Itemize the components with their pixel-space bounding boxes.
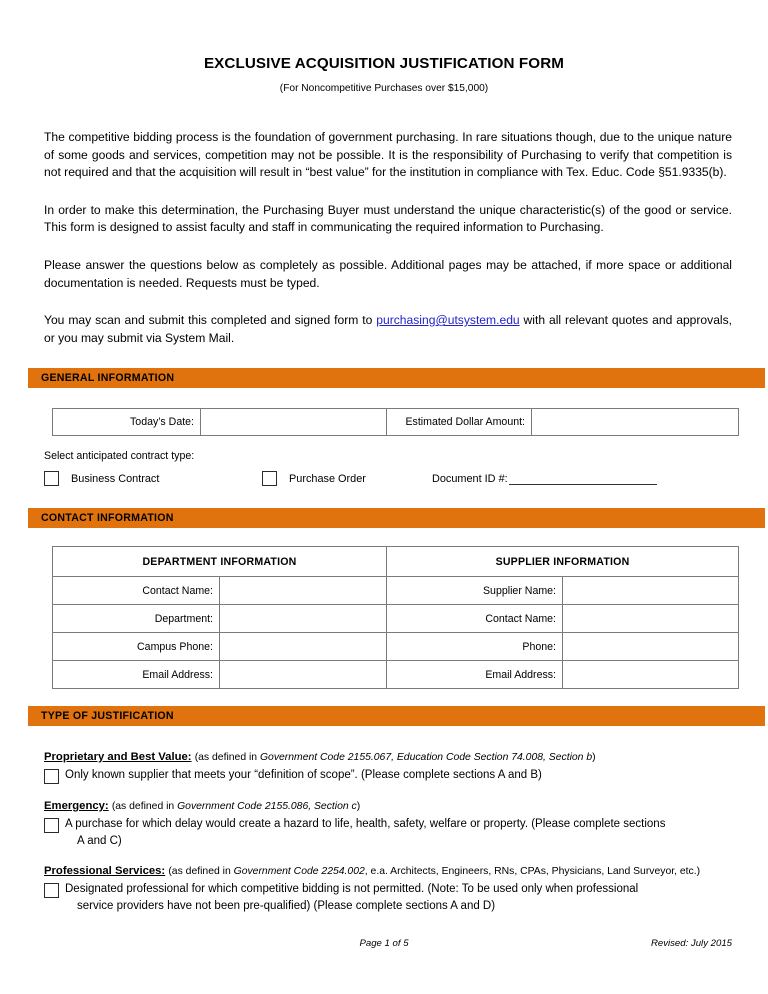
citation-prefix: (as defined in: [111, 801, 178, 812]
section-header-type-of-justification: TYPE OF JUSTIFICATION: [28, 706, 765, 726]
checkbox-icon[interactable]: [44, 883, 59, 898]
dept-department-label: Department:: [53, 605, 220, 633]
supplier-name-label: Supplier Name:: [387, 577, 563, 605]
table-row: [53, 605, 739, 633]
page-title: EXCLUSIVE ACQUISITION JUSTIFICATION FORM: [203, 55, 565, 72]
justification-description-line-1: Designated professional for which competitive bidding is not permitted. (Note: To be used only when professional: [65, 883, 639, 895]
table-row: [53, 577, 739, 605]
dept-campus-phone-input[interactable]: [220, 633, 387, 661]
dept-department-input[interactable]: [220, 605, 387, 633]
supplier-contact-name-input[interactable]: [563, 605, 739, 633]
general-information-table: [52, 408, 739, 436]
document-id-field[interactable]: [432, 473, 657, 485]
purchase-order-option[interactable]: [262, 471, 432, 486]
checkbox-icon[interactable]: [44, 471, 59, 486]
citation-reference: Government Code 2254.002: [233, 866, 365, 877]
page-subtitle: (For Noncompetitive Purchases over $15,000): [279, 82, 489, 94]
justification-description-line-1: Only known supplier that meets your “definition of scope”. (Please complete sections A and B): [65, 769, 542, 781]
estimated-dollar-amount-label: Estimated Dollar Amount:: [387, 409, 532, 436]
business-contract-label: Business Contract: [71, 472, 160, 485]
justification-heading: [44, 750, 726, 765]
table-header-row: [53, 547, 739, 577]
justification-description-line-2: service providers have not been pre-qualified) (Please complete sections A and D): [77, 899, 496, 912]
justification-citation: [195, 752, 596, 763]
intro-paragraph-4-pre: You may scan and submit this completed and signed form to: [44, 313, 377, 328]
justification-citation: [112, 801, 360, 812]
contract-type-prompt: Select anticipated contract type:: [44, 450, 195, 462]
intro-body: [0, 129, 768, 347]
supplier-phone-label: Phone:: [387, 633, 563, 661]
citation-reference: Government Code 2155.086, Section c: [177, 801, 357, 812]
citation-suffix: , e.a. Architects, Engineers, RNs, CPAs, Physicians, Land Surveyor, etc.): [364, 866, 701, 877]
supplier-name-input[interactable]: [563, 577, 739, 605]
contract-type-options: [44, 471, 734, 486]
justification-description-line-2: A and C): [77, 834, 122, 847]
todays-date-label: Today’s Date:: [53, 409, 201, 436]
checkbox-icon[interactable]: [44, 818, 59, 833]
intro-paragraph-4-post: with all relevant quotes and approvals, or you may submit via System Mail.: [44, 313, 733, 345]
justification-options: [44, 750, 726, 929]
purchase-order-label: Purchase Order: [289, 472, 366, 485]
checkbox-icon[interactable]: [262, 471, 277, 486]
intro-paragraph-3: Please answer the questions below as completely as possible. Additional pages may be attached, if more space or additional documentation is needed. Requests must be typed.: [44, 257, 732, 290]
justification-term: Professional Services:: [44, 865, 166, 877]
justification-item-professional-services: [44, 864, 726, 914]
supplier-phone-input[interactable]: [563, 633, 739, 661]
table-row: [53, 409, 739, 436]
supplier-email-address-input[interactable]: [563, 661, 739, 689]
intro-paragraph-4: [44, 312, 732, 347]
justification-heading: [44, 864, 726, 879]
section-header-contact-information: CONTACT INFORMATION: [28, 508, 765, 528]
justification-description: [65, 767, 542, 784]
document-id-input[interactable]: [509, 474, 657, 485]
justification-description-line-1: A purchase for which delay would create a hazard to life, health, safety, welfare or property. (Please complete sections: [65, 818, 666, 830]
citation-reference: Government Code 2155.067, Education Code Section 74.008, Section b: [259, 752, 593, 763]
dept-email-address-input[interactable]: [220, 661, 387, 689]
contact-information-table: [52, 546, 739, 689]
justification-checkbox-row[interactable]: [44, 767, 726, 784]
supplier-information-header: SUPPLIER INFORMATION: [387, 547, 739, 577]
department-information-header: DEPARTMENT INFORMATION: [53, 547, 387, 577]
dept-contact-name-label: Contact Name:: [53, 577, 220, 605]
todays-date-input[interactable]: [201, 409, 387, 436]
footer-revised-date: Revised: July 2015: [650, 938, 732, 949]
citation-prefix: (as defined in: [194, 752, 260, 763]
dept-contact-name-input[interactable]: [220, 577, 387, 605]
justification-item-emergency: [44, 799, 726, 849]
justification-term: Proprietary and Best Value:: [44, 751, 192, 763]
justification-term: Emergency:: [44, 800, 109, 812]
document-id-label: Document ID #:: [432, 472, 508, 485]
purchasing-email-link[interactable]: purchasing@utsystem.edu: [376, 313, 520, 328]
supplier-contact-name-label: Contact Name:: [387, 605, 563, 633]
table-row: [53, 633, 739, 661]
footer-page-number: Page 1 of 5: [359, 938, 409, 949]
table-row: [53, 661, 739, 689]
supplier-email-address-label: Email Address:: [387, 661, 563, 689]
business-contract-option[interactable]: [44, 471, 262, 486]
justification-description: [65, 816, 665, 849]
justification-checkbox-row[interactable]: [44, 816, 726, 849]
intro-paragraph-2: In order to make this determination, the Purchasing Buyer must understand the unique characteristic(s) of the good or service. This form is designed to assist faculty and staff in communicating the required information to Purchasing.: [44, 202, 732, 235]
citation-prefix: (as defined in: [168, 866, 234, 877]
citation-suffix: ): [356, 801, 361, 812]
justification-item-proprietary: [44, 750, 726, 784]
justification-description: [65, 881, 638, 914]
dept-campus-phone-label: Campus Phone:: [53, 633, 220, 661]
citation-suffix: ): [592, 752, 596, 763]
justification-heading: [44, 799, 726, 814]
justification-checkbox-row[interactable]: [44, 881, 726, 914]
checkbox-icon[interactable]: [44, 769, 59, 784]
justification-citation: [168, 866, 700, 877]
intro-paragraph-1: The competitive bidding process is the foundation of government purchasing. In rare situations though, due to the unique nature of some goods and services, competition may not be possible. It is the responsibility of Purchasing to verify that competition is not required and that the acquisition will result in “best value” for the institution in compliance with Tex. Educ. Code §51.9335(b).: [44, 129, 732, 180]
estimated-dollar-amount-input[interactable]: [532, 409, 739, 436]
section-header-general-information: GENERAL INFORMATION: [28, 368, 765, 388]
dept-email-address-label: Email Address:: [53, 661, 220, 689]
